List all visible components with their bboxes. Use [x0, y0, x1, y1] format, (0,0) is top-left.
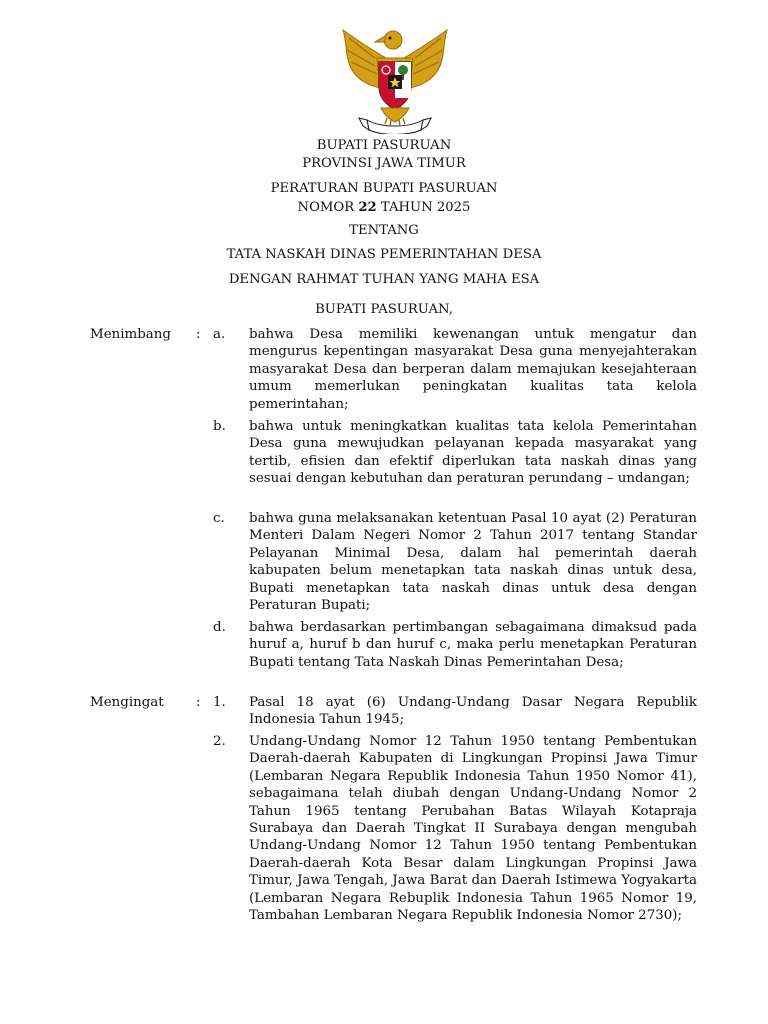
province-title: PROVINSI JAWA TIMUR	[302, 156, 466, 171]
grace-statement: DENGAN RAHMAT TUHAN YANG MAHA ESA	[228, 272, 540, 287]
legal-basis-text-2: Undang-Undang Nomor 12 Tahun 1950 tentang Pembentukan Daerah-daerah Kabupaten di Lingkungan Propinsi Jawa Timur (Lembaran Negara Republik Indonesia Tahun 1950 Nomor 41), sebagaimana telah diubah dengan Undang-Undang Nomor 2 Tahun 1965 tentang Perubahan Batas Wilayah Kotapraja Surabaya dan Daerah Tingkat II Surabaya dengan mengubah Undang-Undang Nomor 12 Tahun 1950 tentang Pembentukan Daerah-daerah Kota Besar dalam Lingkungan Propinsi Jawa Timur, Jawa Tengah, Jawa Barat dan Daerah Istimewa Yogyakarta (Lembaran Negara Rebuplik Indonesia Tahun 1965 Nomor 19, Tambahan Lembaran Negara Republik Indonesia Nomor 2730);	[249, 734, 697, 924]
about-heading: TENTANG	[349, 223, 419, 238]
consideration-text-b: bahwa untuk meningkatkan kualitas tata kelola Pemerintahan Desa guna mewujudkan pelayanan kepada masyarakat yang tertib, efisien dan efektif diperlukan tata naskah dinas yang sesuai dengan kebutuhan dan peraturan perundang – undangan;	[249, 419, 697, 487]
legal-basis-mark-1: 1.	[213, 695, 226, 710]
consideration-text-d: bahwa berdasarkan pertimbangan sebagaimana dimaksud pada huruf a, huruf b dan huruf c, maka perlu menetapkan Peraturan Bupati tentang Tata Naskah Dinas Pemerintahan Desa;	[249, 620, 697, 670]
regulation-subject: TATA NASKAH DINAS PEMERINTAHAN DESA	[226, 247, 542, 262]
menimbang-colon: :	[196, 327, 201, 342]
consideration-mark-c: c.	[213, 511, 225, 526]
issuer-title: BUPATI PASURUAN	[316, 138, 452, 153]
number-suffix: TAHUN 2025	[380, 200, 471, 215]
consideration-text-a: bahwa Desa memiliki kewenangan untuk mengatur dan mengurus kepentingan masyarakat Desa guna menyejahterakan masyarakat Desa dan berperan dalam memajukan kesejahteraan umum memerlukan peningkatan kualitas tata kelola pemerintahan;	[249, 327, 697, 412]
regulation-number	[0, 199, 768, 216]
consideration-mark-a: a.	[213, 327, 226, 342]
number-value: 22	[358, 200, 377, 215]
mengingat-label: Mengingat	[90, 695, 164, 710]
number-prefix: NOMOR	[297, 200, 355, 215]
mengingat-colon: :	[196, 695, 201, 710]
legal-basis-text-1: Pasal 18 ayat (6) Undang-Undang Dasar Negara Republik Indonesia Tahun 1945;	[249, 695, 697, 728]
consideration-text-c: bahwa guna melaksanakan ketentuan Pasal 10 ayat (2) Peraturan Menteri Dalam Negeri Nomor 2 Tahun 2017 tentang Standar Pelayanan Minimal Desa, dalam hal pemerintah daerah kabupaten belum menetapkan tata naskah dinas untuk desa, Bupati menetapkan tata naskah dinas untuk desa dengan Peraturan Bupati;	[249, 511, 697, 614]
legal-basis-mark-2: 2.	[213, 734, 226, 749]
garuda-emblem-icon	[335, 22, 455, 134]
menimbang-label: Menimbang	[90, 327, 171, 342]
consideration-mark-b: b.	[213, 419, 226, 434]
regulation-title: PERATURAN BUPATI PASURUAN	[270, 181, 498, 196]
authority-line: BUPATI PASURUAN,	[315, 302, 453, 317]
consideration-mark-d: d.	[213, 620, 226, 635]
